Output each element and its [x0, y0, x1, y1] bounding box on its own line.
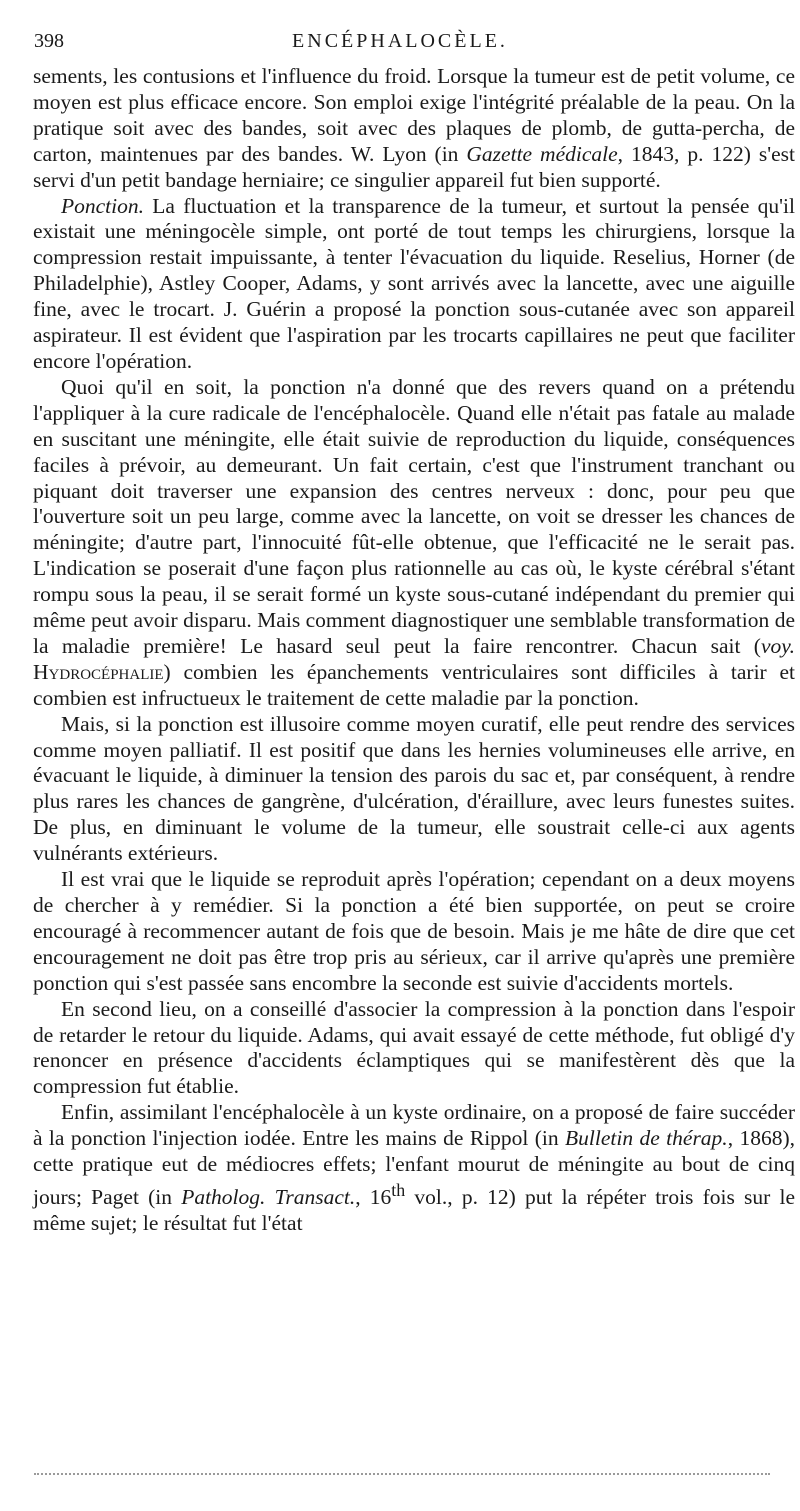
paragraph: Quoi qu'il en soit, la ponction n'a donné que des revers quand on a prétendu l'appliquer à la cure radicale de l'encéphalocèle. Quand elle n'était pas fatale au malade en suscitant une méningite, elle était suivie de reproduction du liquide, conséquences faciles à prévoir, au demeurant. Un fait certain, c'est que l'instrument tranchant ou piquant doit traverser une expansion des centres nerveux : donc, pour peu que l'ouverture soit un peu large, comme avec la lancette, on voit se dresser les chances de méningite; d'autre part, l'innocuité fût-elle obtenue, que l'efficacité ne le serait pas. L'indication se poserait d'une façon plus rationnelle au cas où, le kyste cérébral s'étant rompu sous la peau, il se serait formé un kyste sous-cutané indépendant du premier qui même peut avoir disparu. Mais comment diagnostiquer une semblable transformation de la maladie première! Le hasard seul peut la faire rencontrer. Chacun sait (voy. Hydrocéphalie) combien les épanchements ventriculaires sont difficiles à tarir et combien est infructueux le traitement de cette maladie par la ponction. — [33, 374, 795, 710]
paragraph: Enfin, assimilant l'encéphalocèle à un kyste ordinaire, on a proposé de faire succéder à la ponction l'injection iodée. Entre les mains de Rippol (in Bulletin de thérap., 1868), cette pratique eut de médiocres effets; l'enfant mourut de méningite au bout de cinq jours; Paget (in Patholog. Transact., 16th vol., p. 12) put la répéter trois fois sur le même sujet; le résultat fut l'état — [33, 1100, 796, 1236]
footer-divider — [34, 1473, 770, 1475]
paragraph: Il est vrai que le liquide se reproduit après l'opération; cependant on a deux moyens de chercher à y remédier. Si la ponction a été bien supportée, on peut se croire encouragé à recommencer autant de fois que de besoin. Mais je me hâte de dire que cet encouragement ne doit pas être trop pris au sérieux, car il arrive qu'après une première ponction qui s'est passée sans encombre la seconde est suivie d'accidents mortels. — [33, 867, 795, 995]
section-heading: Ponction. — [61, 193, 144, 218]
paragraph: Ponction. La fluctuation et la transparence de la tumeur, et surtout la pensée qu'il existait une méningocèle simple, ont porté de tout temps les chirurgiens, lorsque la compression restait impuissante, à tenter l'évacuation du liquide. Reselius, Horner (de Philadelphie), Astley Cooper, Adams, y sont arrivés avec la lancette, avec une aiguille fine, avec le trocart. J. Guérin a proposé la ponction sous-cutanée avec son appareil aspirateur. Il est évident que l'aspiration par les trocarts capillaires ne peut que faciliter encore l'opération. — [33, 193, 795, 373]
citation-title: Bulletin de thérap. — [565, 1126, 728, 1151]
page-header — [30, 28, 770, 60]
citation-title: Patholog. Transact. — [181, 1185, 356, 1210]
paragraph: Mais, si la ponction est illusoire comme moyen curatif, elle peut rendre des services comme moyen palliatif. Il est positif que dans les hernies volumineuses elle arrive, en évacuant le liquide, à diminuer la tension des parois du sac et, par conséquent, à rendre plus rares les chances de gangrène, d'ulcération, d'éraillure, avec leurs funestes suites. De plus, en diminuant le volume de la tumeur, elle soustrait celle-ci aux agents vulnérants extérieurs. — [33, 711, 795, 866]
body-text — [33, 64, 795, 1237]
paragraph: sements, les contusions et l'influence du froid. Lorsque la tumeur est de petit volume, ce moyen est plus efficace encore. Son emploi exige l'intégrité préalable de la peau. On la pratique soit avec des bandes, soit avec des plaques de plomb, de gutta-percha, de carton, maintenues par des bandes. W. Lyon (in Gazette médicale, 1843, p. 122) s'est servi d'un petit bandage herniaire; ce singulier appareil fut bien supporté. — [33, 64, 795, 192]
page-number: 398 — [34, 30, 64, 52]
paragraph: En second lieu, on a conseillé d'associer la compression à la ponction dans l'espoir de retarder le retour du liquide. Adams, qui avait essayé de cette méthode, fut obligé d'y renoncer en présence d'accidents éclamptiques qui se manifestèrent dès que la compression fut établie. — [33, 996, 795, 1099]
citation-title: Gazette médicale — [466, 141, 618, 166]
running-head: ENCÉPHALOCÈLE. — [292, 30, 508, 52]
cross-reference: Hydrocéphalie — [33, 659, 164, 684]
